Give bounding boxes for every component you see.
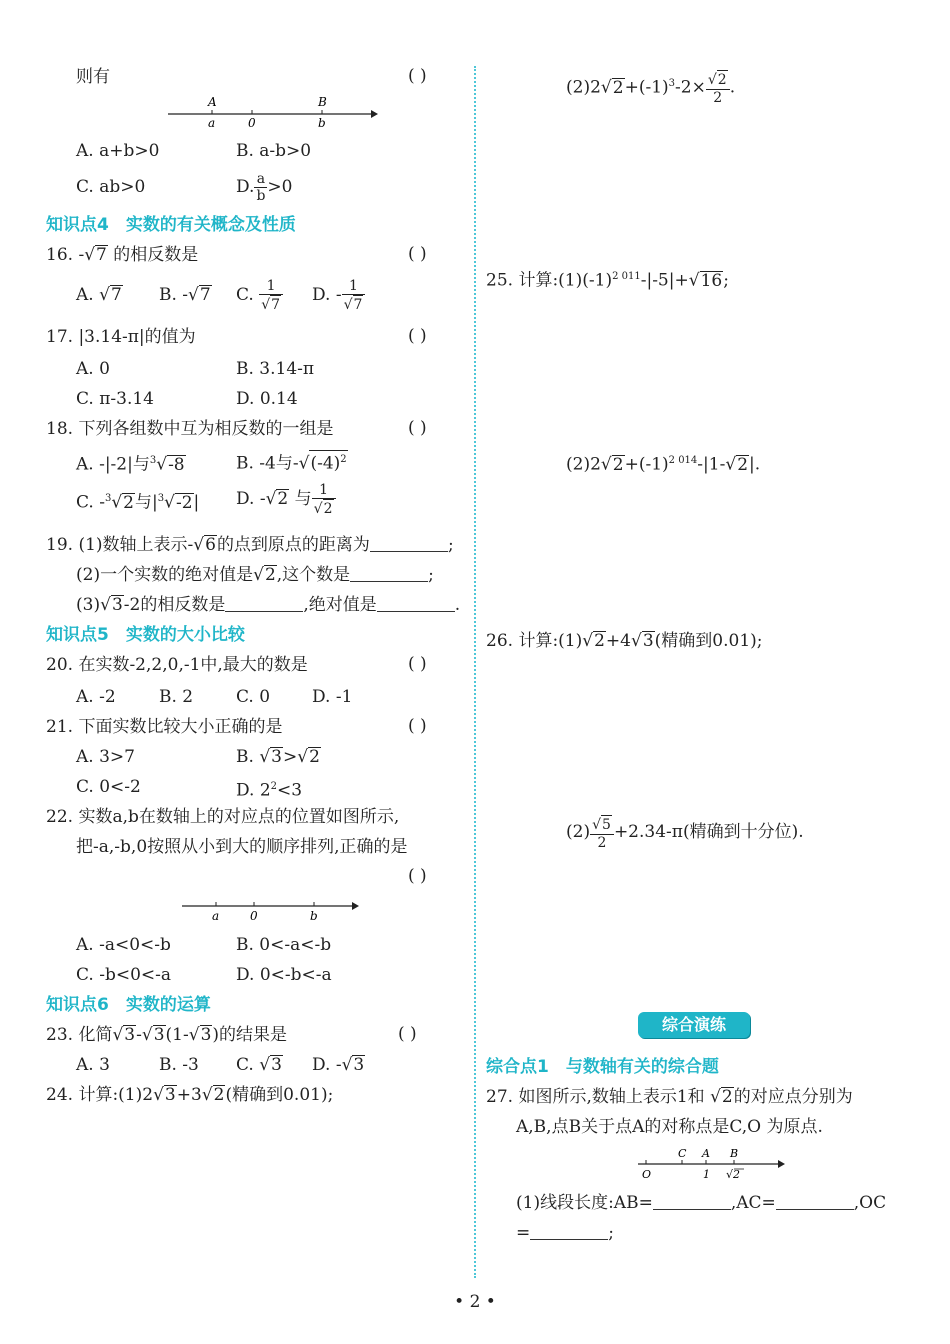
column-divider <box>474 66 476 1278</box>
number-line-1 <box>166 94 378 130</box>
q18-stem: 18. 下列各组数中互为相反数的一组是 <box>46 419 334 439</box>
label-a: a <box>212 909 220 923</box>
q18-option-b[interactable]: B. -4与$-√(-4)^2$ <box>236 450 348 475</box>
q17-option-c[interactable]: C. π-3.14 <box>76 389 154 409</box>
q21-option-c[interactable]: C. 0<-2 <box>76 777 141 797</box>
answer-blank[interactable] <box>377 595 455 612</box>
answer-blank[interactable] <box>530 1223 608 1240</box>
q21-option-d[interactable]: D. $2^2<3$ <box>236 780 303 801</box>
knowledge-point-6-heading: 知识点6 实数的运算 <box>46 995 211 1015</box>
q16-option-c[interactable]: C. $\frac{1}{√7}$ <box>236 276 283 314</box>
label-A: A <box>208 95 217 109</box>
answer-paren[interactable]: ( ) <box>408 326 427 346</box>
q20-option-a[interactable]: A. -2 <box>76 687 116 707</box>
answer-blank[interactable] <box>350 565 428 582</box>
label-B: B <box>318 95 327 109</box>
q21-stem: 21. 下面实数比较大小正确的是 <box>46 717 283 737</box>
q15-option-d[interactable]: D. $\frac{a}{b}$ >0 <box>236 171 293 204</box>
knowledge-point-4-heading: 知识点4 实数的有关概念及性质 <box>46 215 296 235</box>
q26-part-1: 26. 计算:(1)√2+4√3(精确到0.01); <box>486 631 763 651</box>
q17-option-d[interactable]: D. 0.14 <box>236 389 298 409</box>
label-A: A <box>702 1147 710 1160</box>
label-O: O <box>642 1168 652 1181</box>
q18-option-a[interactable]: A. -|-2|与$^3$√-8 <box>76 454 185 475</box>
label-root2: √2 <box>726 1168 741 1181</box>
answer-blank[interactable] <box>225 595 303 612</box>
q23-option-d[interactable]: D. -√3 <box>312 1055 365 1075</box>
q22-option-c[interactable]: C. -b<0<-a <box>76 965 172 985</box>
answer-blank[interactable] <box>370 535 448 552</box>
q22-option-b[interactable]: B. 0<-a<-b <box>236 935 332 955</box>
q20-stem: 20. 在实数-2,2,0,-1中,最大的数是 <box>46 655 308 675</box>
q15-option-b[interactable]: B. a-b>0 <box>236 141 312 161</box>
q15-option-a[interactable]: A. a+b>0 <box>76 141 160 161</box>
q16-option-b[interactable]: B. -√7 <box>159 285 211 305</box>
answer-paren[interactable]: ( ) <box>398 1024 417 1044</box>
q15-tail: 则有 <box>76 67 110 87</box>
q22-option-a[interactable]: A. -a<0<-b <box>76 935 171 955</box>
label-one: 1 <box>703 1168 710 1181</box>
q27-part-1: (1)线段长度:AB= ,AC= ,OC <box>516 1193 887 1213</box>
page-number: • 2 • <box>454 1292 496 1312</box>
number-line-2 <box>180 896 360 924</box>
q22-stem-line-1: 22. 实数a,b在数轴上的对应点的位置如图所示, <box>46 807 400 827</box>
q15-option-c[interactable]: C. ab>0 <box>76 177 146 197</box>
q27-stem-line-1: 27. 如图所示,数轴上表示1和 √2的对应点分别为 <box>486 1087 853 1107</box>
number-line-3 <box>636 1144 786 1184</box>
q19-part-1: 19. (1)数轴上表示-√6的点到原点的距离为 ; <box>46 535 454 555</box>
label-zero: 0 <box>248 116 256 130</box>
answer-paren[interactable]: ( ) <box>408 866 427 886</box>
q23-option-b[interactable]: B. -3 <box>159 1055 199 1075</box>
q17-stem: 17. |3.14-π|的值为 <box>46 327 196 347</box>
q23-option-c[interactable]: C. √3 <box>236 1055 282 1075</box>
section-badge: 综合演练 <box>638 1012 750 1038</box>
label-b: b <box>318 116 326 130</box>
q24-part-1: 24. 计算:(1)2√3+3√2(精确到0.01); <box>46 1085 334 1105</box>
q17-option-b[interactable]: B. 3.14-π <box>236 359 315 379</box>
q23-option-a[interactable]: A. 3 <box>76 1055 110 1075</box>
q27-stem-line-2: A,B,点B关于点A的对称点是C,O 为原点. <box>516 1117 823 1137</box>
q22-option-d[interactable]: D. 0<-b<-a <box>236 965 332 985</box>
label-b: b <box>310 909 318 923</box>
label-zero: 0 <box>250 909 258 923</box>
q25-part-1: 25. 计算$:(1)(-1)^{2 011}-|-5|+√16$; <box>486 270 729 291</box>
q18-option-c[interactable]: C. -$^3$√2与$|^3√-2|$ <box>76 492 200 513</box>
q19-part-3: (3)√3-2的相反数是 ,绝对值是 . <box>76 595 461 615</box>
q17-option-a[interactable]: A. 0 <box>76 359 110 379</box>
answer-paren[interactable]: ( ) <box>408 418 427 438</box>
answer-paren[interactable]: ( ) <box>408 66 427 86</box>
q25-part-2: $(2)2√2+(-1)^{2 014}-|1-√2|$. <box>566 454 761 475</box>
q20-option-d[interactable]: D. -1 <box>312 687 353 707</box>
knowledge-point-5-heading: 知识点5 实数的大小比较 <box>46 625 245 645</box>
answer-paren[interactable]: ( ) <box>408 244 427 264</box>
q21-option-a[interactable]: A. 3>7 <box>76 747 135 767</box>
synthesis-point-1-heading: 综合点1 与数轴有关的综合题 <box>486 1057 719 1077</box>
answer-blank[interactable] <box>653 1193 731 1210</box>
q16-option-d[interactable]: D. - $\frac{1}{√7}$ <box>312 276 365 314</box>
q24-part-2: $(2)2√2+(-1)^3-2\times$ $\frac{√2}{2}$ . <box>566 72 736 107</box>
q20-option-b[interactable]: B. 2 <box>159 687 194 707</box>
label-a: a <box>208 116 216 130</box>
q18-option-d[interactable]: D. -√2 与 $\frac{1}{√2}$ <box>236 480 336 518</box>
answer-blank[interactable] <box>776 1193 854 1210</box>
q27-part-1-cont: = ; <box>516 1223 614 1243</box>
q19-part-2: (2)一个实数的绝对值是√2,这个数是 ; <box>76 565 434 585</box>
label-B: B <box>730 1147 739 1160</box>
label-C: C <box>678 1147 687 1160</box>
q16-stem: 16. -√7 的相反数是 <box>46 245 199 265</box>
q20-option-c[interactable]: C. 0 <box>236 687 271 707</box>
q22-stem-line-2: 把-a,-b,0按照从小到大的顺序排列,正确的是 <box>76 837 408 857</box>
q23-stem: 23. 化简√3-√3(1-√3)的结果是 <box>46 1025 288 1045</box>
q21-option-b[interactable]: B. √3>√2 <box>236 747 320 767</box>
answer-paren[interactable]: ( ) <box>408 654 427 674</box>
q26-part-2: (2) $\frac{√5}{2}$ +2.34-π(精确到十分位). <box>566 816 804 851</box>
answer-paren[interactable]: ( ) <box>408 716 427 736</box>
q16-option-a[interactable]: A. √7 <box>76 285 122 305</box>
